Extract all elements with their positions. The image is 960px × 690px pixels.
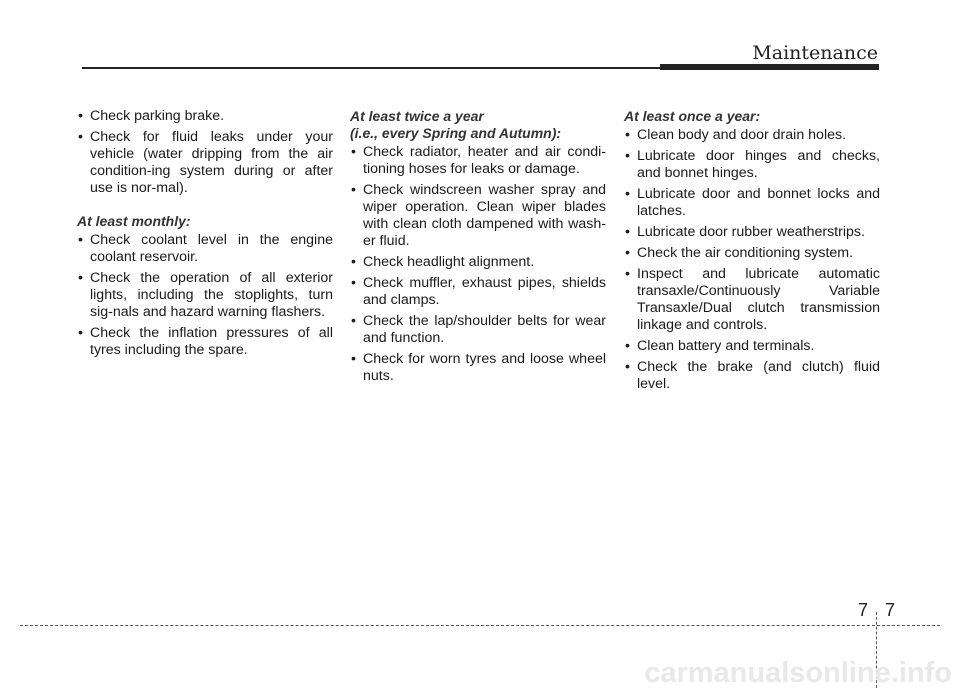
list-item: • Check radiator, heater and air condi-tioning hoses for leaks or damage. [350,144,606,178]
list-item: • Check for fluid leaks under your vehicle (water dripping from the air condition-ing system during or after use is nor-mal). [77,129,333,197]
list-item: • Check the operation of all exterior lights, including the stoplights, turn sig-nals and hazard warning flashers. [77,270,333,321]
column-2 [350,108,606,389]
list-item: • Check the brake (and clutch) fluid level. [624,359,880,393]
list-item: • Check the air conditioning system. [624,245,880,262]
list-item: • Clean body and door drain holes. [624,127,880,144]
list-item: • Check windscreen washer spray and wiper operation. Clean wiper blades with clean cloth dampened with wash-er fluid. [350,182,606,250]
list-item: • Lubricate door and bonnet locks and latches. [624,186,880,220]
list-item: • Check for worn tyres and loose wheel nuts. [350,351,606,385]
heading-monthly: At least monthly: [77,213,191,229]
watermark: carmanualsonline.info [644,657,952,689]
checklist-yearly [624,127,880,393]
list-item: • Check coolant level in the engine coolant reservoir. [77,232,333,266]
checklist-monthly [77,232,333,359]
header-rule [82,67,660,69]
list-item: • Check parking brake. [77,108,333,125]
section-title: Maintenance [752,42,878,64]
heading-yearly: At least once a year: [624,108,761,124]
list-item: • Lubricate door rubber weatherstrips. [624,224,880,241]
column-1 [77,108,333,363]
chapter-number: 7 [858,600,869,620]
list-item: • Check the inflation pressures of all tyres including the spare. [77,325,333,359]
list-item: • Check the lap/shoulder belts for wear and function. [350,313,606,347]
checklist [77,108,333,197]
heading-twice-yearly: At least twice a year (i.e., every Spring and Autumn): [350,108,562,141]
page-number: 7 [885,600,896,620]
header-bar [660,64,879,70]
column-3 [624,108,880,397]
list-item: • Lubricate door hinges and checks, and bonnet hinges. [624,148,880,182]
list-item: • Check muffler, exhaust pipes, shields and clamps. [350,275,606,309]
footer-divider [20,625,940,626]
list-item: • Clean battery and terminals. [624,338,880,355]
list-item: • Check headlight alignment. [350,254,606,271]
list-item: • Inspect and lubricate automatic transaxle/Continuously Variable Transaxle/Dual clutch transmission linkage and controls. [624,266,880,334]
checklist-twice-yearly [350,144,606,385]
